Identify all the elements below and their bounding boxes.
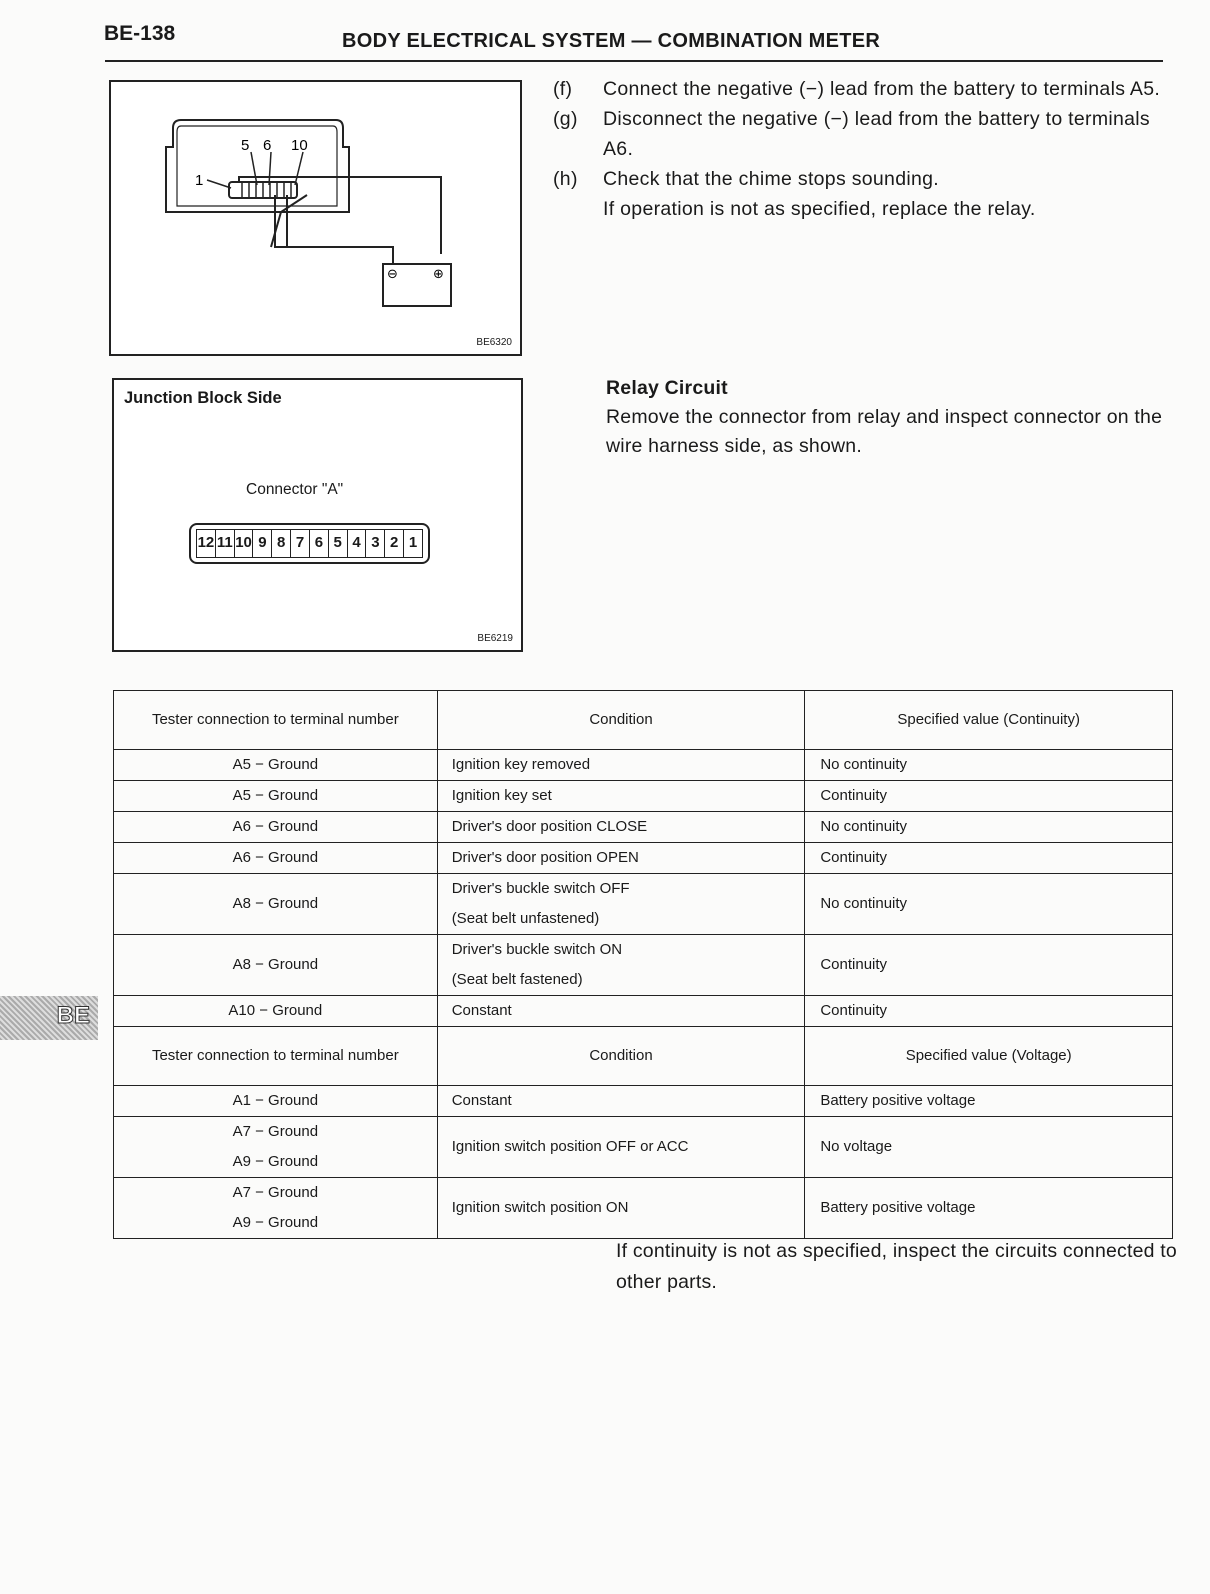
footer-note: If continuity is not as specified, inspect the circuits connected to other parts. bbox=[616, 1240, 1177, 1293]
step-item bbox=[553, 164, 1173, 194]
section-heading: Relay Circuit bbox=[606, 377, 728, 399]
column-header: Specified value (Voltage) bbox=[805, 1027, 1173, 1086]
inspection-table bbox=[113, 690, 1173, 1239]
condition-cell bbox=[437, 781, 805, 812]
table-row bbox=[114, 935, 1173, 996]
value-cell bbox=[805, 935, 1173, 996]
table-row bbox=[114, 1178, 1173, 1239]
terminal-cell-line: A7 − Ground bbox=[232, 1123, 319, 1140]
value-cell bbox=[805, 750, 1173, 781]
terminal-cell bbox=[114, 750, 438, 781]
relay-circuit-section bbox=[606, 374, 1176, 461]
terminal-cell-line: A6 − Ground bbox=[232, 849, 319, 866]
table-row bbox=[114, 1117, 1173, 1178]
header-rule bbox=[105, 60, 1163, 62]
terminal-cell bbox=[114, 874, 438, 935]
value-cell bbox=[805, 843, 1173, 874]
connector-pin: 5 bbox=[329, 530, 348, 557]
condition-cell-line: Ignition switch position ON bbox=[451, 1199, 629, 1216]
value-cell-line: Continuity bbox=[820, 956, 888, 973]
value-cell bbox=[805, 996, 1173, 1027]
step-text: If operation is not as specified, replace the relay. bbox=[603, 198, 1036, 220]
condition-cell-line: Driver's door position CLOSE bbox=[451, 818, 648, 835]
pin-label: 6 bbox=[263, 137, 272, 154]
condition-cell bbox=[437, 996, 805, 1027]
value-cell bbox=[805, 1178, 1173, 1239]
terminal-cell bbox=[114, 781, 438, 812]
step-list bbox=[553, 74, 1173, 224]
terminal-cell-line: A9 − Ground bbox=[232, 1214, 319, 1231]
connector-pin: 7 bbox=[291, 530, 310, 557]
step-text: Connect the negative (−) lead from the battery to terminals A5. bbox=[603, 78, 1161, 100]
figure-id: BE6320 bbox=[476, 337, 512, 348]
condition-cell bbox=[437, 935, 805, 996]
table-header-row bbox=[114, 691, 1173, 750]
pin-label: 1 bbox=[195, 172, 204, 189]
value-cell-line: No continuity bbox=[820, 818, 908, 835]
condition-cell bbox=[437, 812, 805, 843]
value-cell bbox=[805, 1086, 1173, 1117]
connector-pin: 2 bbox=[385, 530, 404, 557]
connector-pin: 3 bbox=[366, 530, 385, 557]
terminal-cell-line: A8 − Ground bbox=[232, 956, 319, 973]
column-header: Tester connection to terminal number bbox=[114, 691, 438, 750]
value-cell-line: Battery positive voltage bbox=[820, 1199, 976, 1216]
condition-cell-line: Constant bbox=[451, 1002, 512, 1019]
terminal-cell bbox=[114, 1117, 438, 1178]
step-item bbox=[553, 104, 1173, 164]
table-header-row bbox=[114, 1027, 1173, 1086]
value-cell-line: No continuity bbox=[820, 895, 908, 912]
connector-pin: 12 bbox=[197, 530, 216, 557]
column-header: Specified value (Continuity) bbox=[805, 691, 1173, 750]
value-cell-line: Continuity bbox=[820, 787, 888, 804]
terminal-cell-line: A9 − Ground bbox=[232, 1153, 319, 1170]
condition-cell-line: Driver's buckle switch OFF bbox=[451, 880, 630, 897]
section-text: Remove the connector from relay and inspect connector on the wire harness side, as shown. bbox=[606, 406, 1163, 457]
condition-cell bbox=[437, 843, 805, 874]
value-cell-line: Battery positive voltage bbox=[820, 1092, 976, 1109]
condition-cell-line: Constant bbox=[451, 1092, 512, 1109]
column-header: Tester connection to terminal number bbox=[114, 1027, 438, 1086]
terminal-cell-line: A1 − Ground bbox=[232, 1092, 319, 1109]
condition-cell-line: (Seat belt unfastened) bbox=[451, 910, 600, 927]
terminal-cell-line: A10 − Ground bbox=[228, 1002, 323, 1019]
table-row bbox=[114, 750, 1173, 781]
terminal-cell bbox=[114, 812, 438, 843]
terminal-cell bbox=[114, 1086, 438, 1117]
terminal-cell bbox=[114, 1178, 438, 1239]
step-item bbox=[553, 194, 1173, 224]
value-cell bbox=[805, 781, 1173, 812]
table-row bbox=[114, 843, 1173, 874]
condition-cell-line: Ignition key removed bbox=[451, 756, 591, 773]
connector-pin: 11 bbox=[216, 530, 235, 557]
step-text: Check that the chime stops sounding. bbox=[603, 168, 939, 190]
terminal-cell-line: A8 − Ground bbox=[232, 895, 319, 912]
condition-cell bbox=[437, 1117, 805, 1178]
condition-cell bbox=[437, 1178, 805, 1239]
condition-cell bbox=[437, 1086, 805, 1117]
terminal-cell-line: A7 − Ground bbox=[232, 1184, 319, 1201]
connector-label: Connector "A" bbox=[246, 481, 344, 498]
section-tab bbox=[0, 996, 98, 1040]
step-label: (h) bbox=[553, 168, 578, 190]
value-cell-line: Continuity bbox=[820, 849, 888, 866]
step-label: (f) bbox=[553, 78, 573, 100]
value-cell-line: Continuity bbox=[820, 1002, 888, 1019]
connector-pin: 8 bbox=[272, 530, 291, 557]
step-label: (g) bbox=[553, 108, 578, 130]
terminal-cell bbox=[114, 843, 438, 874]
column-header: Condition bbox=[437, 1027, 805, 1086]
value-cell bbox=[805, 874, 1173, 935]
value-cell-line: No voltage bbox=[820, 1138, 893, 1155]
terminal-cell-line: A5 − Ground bbox=[232, 787, 319, 804]
pin-label: 10 bbox=[291, 137, 308, 154]
connector-pin: 4 bbox=[348, 530, 367, 557]
condition-cell-line: Ignition key set bbox=[451, 787, 552, 804]
condition-cell-line: (Seat belt fastened) bbox=[451, 971, 583, 988]
connector-pin: 9 bbox=[253, 530, 272, 557]
table-row bbox=[114, 996, 1173, 1027]
step-text: Disconnect the negative (−) lead from the battery to terminals A6. bbox=[603, 108, 1150, 160]
page-number: BE-138 bbox=[104, 22, 176, 45]
step-label bbox=[553, 194, 603, 224]
connector-pin: 10 bbox=[235, 530, 254, 557]
connector-pin: 1 bbox=[408, 534, 418, 551]
value-cell-line: No continuity bbox=[820, 756, 908, 773]
relay-wiring-figure bbox=[109, 80, 522, 356]
condition-cell-line: Driver's door position OPEN bbox=[451, 849, 639, 866]
value-cell bbox=[805, 812, 1173, 843]
table-row bbox=[114, 812, 1173, 843]
table-row bbox=[114, 874, 1173, 935]
column-header: Condition bbox=[437, 691, 805, 750]
terminal-cell bbox=[114, 935, 438, 996]
table-row bbox=[114, 781, 1173, 812]
condition-cell bbox=[437, 874, 805, 935]
junction-block-figure bbox=[112, 378, 523, 652]
battery-positive-icon: ⊕ bbox=[433, 267, 444, 282]
figure-id: BE6219 bbox=[477, 633, 513, 644]
table-row bbox=[114, 1086, 1173, 1117]
figure-title: Junction Block Side bbox=[124, 389, 282, 407]
battery-negative-icon: ⊖ bbox=[387, 267, 398, 282]
terminal-cell bbox=[114, 996, 438, 1027]
section-title: BODY ELECTRICAL SYSTEM — COMBINATION METER bbox=[342, 30, 881, 52]
step-item bbox=[553, 74, 1173, 104]
value-cell bbox=[805, 1117, 1173, 1178]
pin-label: 5 bbox=[241, 137, 250, 154]
connector-a bbox=[189, 523, 430, 564]
section-tab-label: BE bbox=[56, 1002, 90, 1029]
condition-cell bbox=[437, 750, 805, 781]
terminal-cell-line: A5 − Ground bbox=[232, 756, 319, 773]
condition-cell-line: Driver's buckle switch ON bbox=[451, 941, 623, 958]
connector-pin: 6 bbox=[310, 530, 329, 557]
relay-wiring-diagram bbox=[111, 82, 520, 354]
terminal-cell-line: A6 − Ground bbox=[232, 818, 319, 835]
condition-cell-line: Ignition switch position OFF or ACC bbox=[451, 1138, 689, 1155]
